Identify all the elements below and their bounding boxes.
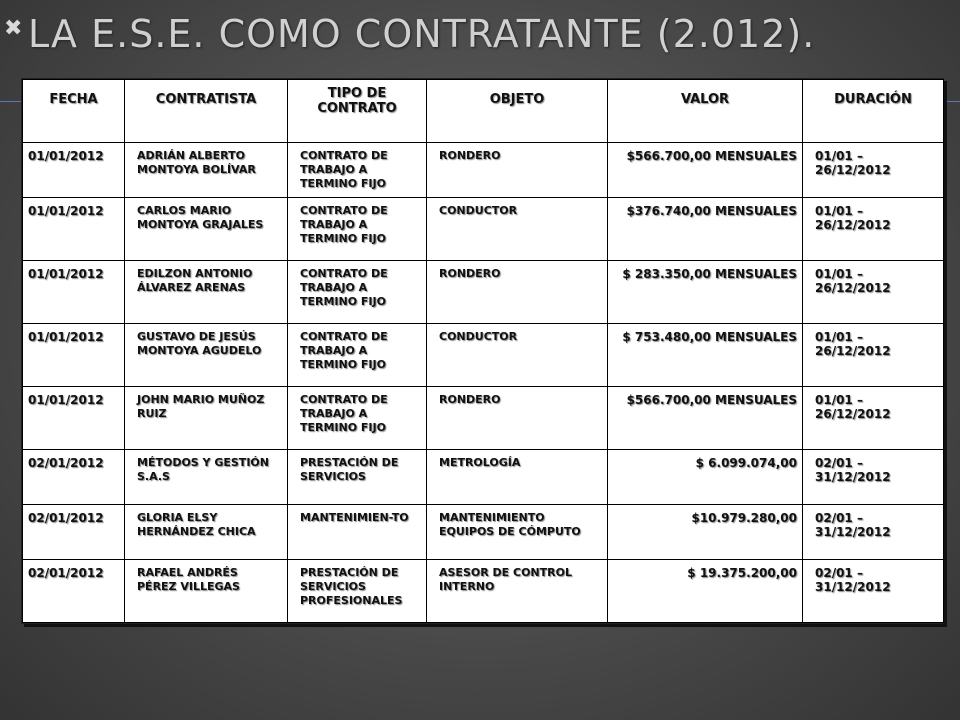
cell-fecha: 01/01/2012 (23, 261, 125, 324)
header-objeto: OBJETO (427, 80, 608, 143)
cell-valor: $566.700,00 MENSUALES (608, 143, 803, 198)
table-row (23, 324, 944, 387)
cell-contratista: CARLOS MARIO MONTOYA GRAJALES (125, 198, 288, 261)
header-contratista: CONTRATISTA (125, 80, 288, 143)
cell-objeto: METROLOGÍA (427, 450, 608, 505)
cell-objeto: MANTENIMIENTO EQUIPOS DE CÓMPUTO (427, 505, 608, 560)
cell-fecha: 02/01/2012 (23, 505, 125, 560)
cell-fecha: 02/01/2012 (23, 560, 125, 623)
cell-valor: $ 283.350,00 MENSUALES (608, 261, 803, 324)
table-row (23, 261, 944, 324)
cell-fecha: 01/01/2012 (23, 387, 125, 450)
cell-valor: $ 753.480,00 MENSUALES (608, 324, 803, 387)
cell-objeto: ASESOR DE CONTROL INTERNO (427, 560, 608, 623)
cell-valor: $376.740,00 MENSUALES (608, 198, 803, 261)
cell-contratista: JOHN MARIO MUÑOZ RUIZ (125, 387, 288, 450)
cell-objeto: CONDUCTOR (427, 198, 608, 261)
table-row (23, 560, 944, 623)
table-row (23, 198, 944, 261)
cell-contratista: MÉTODOS Y GESTIÓN S.A.S (125, 450, 288, 505)
cell-fecha: 01/01/2012 (23, 198, 125, 261)
cell-contratista: RAFAEL ANDRÉS PÉREZ VILLEGAS (125, 560, 288, 623)
header-fecha: FECHA (23, 80, 125, 143)
cell-duracion: 01/01 – 26/12/2012 (803, 198, 944, 261)
cell-duracion: 01/01 – 26/12/2012 (803, 143, 944, 198)
cell-duracion: 02/01 – 31/12/2012 (803, 560, 944, 623)
bullet-icon: ✖ (4, 16, 23, 41)
cell-tipo: PRESTACIÓN DE SERVICIOS PROFESIONALES (288, 560, 427, 623)
cell-valor: $566.700,00 MENSUALES (608, 387, 803, 450)
cell-valor: $ 6.099.074,00 (608, 450, 803, 505)
cell-duracion: 02/01 – 31/12/2012 (803, 505, 944, 560)
cell-tipo: CONTRATO DE TRABAJO A TERMINO FIJO (288, 261, 427, 324)
cell-valor: $10.979.280,00 (608, 505, 803, 560)
cell-contratista: EDILZON ANTONIO ÁLVAREZ ARENAS (125, 261, 288, 324)
cell-tipo: CONTRATO DE TRABAJO A TERMINO FIJO (288, 198, 427, 261)
header-tipo-de-contrato: TIPO DE CONTRATO (288, 80, 427, 143)
contracts-table (22, 79, 944, 623)
cell-tipo: MANTENIMIEN-TO (288, 505, 427, 560)
cell-duracion: 01/01 – 26/12/2012 (803, 324, 944, 387)
table-row (23, 505, 944, 560)
cell-fecha: 02/01/2012 (23, 450, 125, 505)
cell-tipo: CONTRATO DE TRABAJO A TERMINO FIJO (288, 324, 427, 387)
cell-fecha: 01/01/2012 (23, 324, 125, 387)
table-row (23, 450, 944, 505)
header-duracion: DURACIÓN (803, 80, 944, 143)
cell-objeto: RONDERO (427, 387, 608, 450)
cell-objeto: CONDUCTOR (427, 324, 608, 387)
cell-valor: $ 19.375.200,00 (608, 560, 803, 623)
cell-tipo: CONTRATO DE TRABAJO A TERMINO FIJO (288, 143, 427, 198)
cell-contratista: ADRIÁN ALBERTO MONTOYA BOLÍVAR (125, 143, 288, 198)
table-row (23, 387, 944, 450)
cell-contratista: GLORIA ELSY HERNÁNDEZ CHICA (125, 505, 288, 560)
cell-duracion: 01/01 – 26/12/2012 (803, 261, 944, 324)
slide-title: LA E.S.E. COMO CONTRATANTE (2.012). (28, 12, 816, 56)
cell-tipo: PRESTACIÓN DE SERVICIOS (288, 450, 427, 505)
cell-contratista: GUSTAVO DE JESÚS MONTOYA AGUDELO (125, 324, 288, 387)
cell-tipo: CONTRATO DE TRABAJO A TERMINO FIJO (288, 387, 427, 450)
cell-objeto: RONDERO (427, 143, 608, 198)
table-header-row (23, 80, 944, 143)
contracts-table-container (21, 78, 944, 624)
cell-objeto: RONDERO (427, 261, 608, 324)
header-valor: VALOR (608, 80, 803, 143)
table-row (23, 143, 944, 198)
cell-duracion: 01/01 – 26/12/2012 (803, 387, 944, 450)
cell-duracion: 02/01 – 31/12/2012 (803, 450, 944, 505)
cell-fecha: 01/01/2012 (23, 143, 125, 198)
